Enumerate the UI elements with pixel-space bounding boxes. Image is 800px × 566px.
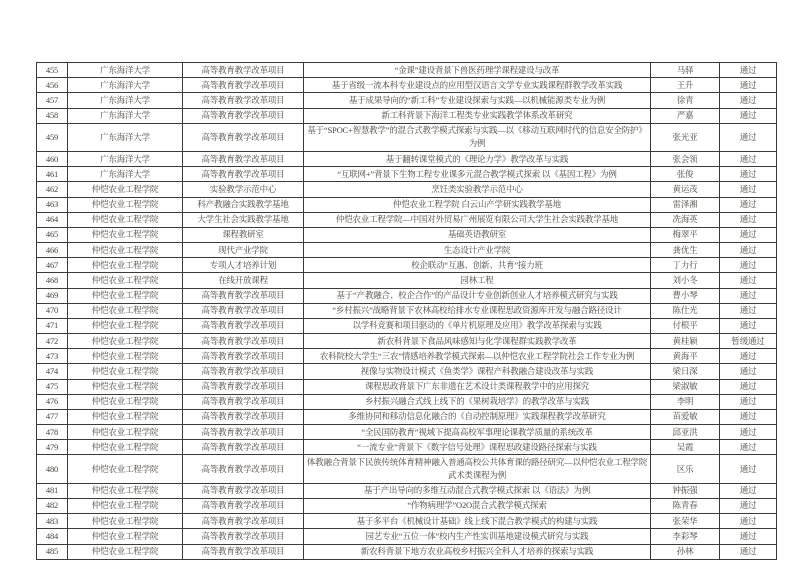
table-row: [37, 63, 777, 78]
school-cell: 广东海洋大学: [68, 78, 183, 93]
school-cell: 广东海洋大学: [68, 123, 183, 151]
leader-name-cell: 马驿: [651, 63, 720, 78]
school-cell: 仲恺农业工程学院: [68, 379, 183, 394]
project-type-cell: 现代产业学院: [183, 243, 304, 258]
table-row: [37, 197, 777, 212]
row-number-cell: 478: [37, 425, 68, 440]
review-result-cell: 通过: [720, 182, 777, 197]
project-title-cell: “全民国防教育”视域下提高高校军事理论课教学质量的系统改革: [304, 425, 651, 440]
school-cell: 仲恺农业工程学院: [68, 394, 183, 409]
table-row: [37, 152, 777, 167]
table-row: [37, 243, 777, 258]
leader-name-cell: 梁淑敏: [651, 379, 720, 394]
table-row: [37, 498, 777, 513]
leader-name-cell: 刘小冬: [651, 273, 720, 288]
review-result-cell: 通过: [720, 409, 777, 424]
project-type-cell: 高等教育教学改革项目: [183, 288, 304, 303]
review-result-cell: 暂缓通过: [720, 334, 777, 349]
school-cell: 仲恺农业工程学院: [68, 258, 183, 273]
review-result-cell: 通过: [720, 303, 777, 318]
project-type-cell: 高等教育教学改革项目: [183, 514, 304, 529]
school-cell: 仲恺农业工程学院: [68, 440, 183, 455]
row-number-cell: 469: [37, 288, 68, 303]
project-title-cell: 基于产出导向的多维互动混合式教学模式探索 以《语法》为例: [304, 483, 651, 498]
school-cell: 仲恺农业工程学院: [68, 288, 183, 303]
school-cell: 仲恺农业工程学院: [68, 483, 183, 498]
school-cell: 仲恺农业工程学院: [68, 182, 183, 197]
review-result-cell: 通过: [720, 483, 777, 498]
project-type-cell: 高等教育教学改革项目: [183, 440, 304, 455]
school-cell: 仲恺农业工程学院: [68, 425, 183, 440]
row-number-cell: 462: [37, 182, 68, 197]
review-result-cell: 通过: [720, 394, 777, 409]
row-number-cell: 464: [37, 212, 68, 227]
leader-name-cell: 王升: [651, 78, 720, 93]
project-type-cell: 高等教育教学改革项目: [183, 108, 304, 123]
row-number-cell: 480: [37, 455, 68, 483]
review-result-cell: 通过: [720, 93, 777, 108]
school-cell: 仲恺农业工程学院: [68, 318, 183, 333]
review-result-cell: 通过: [720, 123, 777, 151]
review-result-cell: 通过: [720, 318, 777, 333]
project-type-cell: 高等教育教学改革项目: [183, 152, 304, 167]
project-type-cell: 高等教育教学改革项目: [183, 394, 304, 409]
project-type-cell: 大学生社会实践教学基地: [183, 212, 304, 227]
review-result-cell: 通过: [720, 498, 777, 513]
leader-name-cell: 区乐: [651, 455, 720, 483]
leader-name-cell: 张荣华: [651, 514, 720, 529]
leader-name-cell: 雷泽湘: [651, 197, 720, 212]
project-title-cell: 基于“SPOC+智慧教学”的混合式教学模式探索与实践—以《移动互联网时代的信息安全防护》为例: [304, 123, 651, 151]
project-type-cell: 高等教育教学改革项目: [183, 425, 304, 440]
school-cell: 仲恺农业工程学院: [68, 273, 183, 288]
table-row: [37, 78, 777, 93]
school-cell: 仲恺农业工程学院: [68, 364, 183, 379]
school-cell: 仲恺农业工程学院: [68, 514, 183, 529]
table-row: [37, 227, 777, 242]
project-title-cell: 体教融合背景下民族传统体育精神融入普通高校公共体育课的路径研究—以仲恺农业工程学院武术类课程为例: [304, 455, 651, 483]
project-title-cell: 园林工程: [304, 273, 651, 288]
project-type-cell: 实验教学示范中心: [183, 182, 304, 197]
school-cell: 仲恺农业工程学院: [68, 455, 183, 483]
row-number-cell: 465: [37, 227, 68, 242]
project-type-cell: 高等教育教学改革项目: [183, 167, 304, 182]
table-row: [37, 212, 777, 227]
project-title-cell: “作物病理学”O2O混合式教学模式探索: [304, 498, 651, 513]
project-title-cell: 课程思政背景下广东非遗在艺术设计类课程教学中的应用探究: [304, 379, 651, 394]
review-result-cell: 通过: [720, 273, 777, 288]
project-title-cell: 多维协同和移动信息化融合的《自动控制原理》实践课程教学改革研究: [304, 409, 651, 424]
table-row: [37, 303, 777, 318]
leader-name-cell: 张光亚: [651, 123, 720, 151]
leader-name-cell: 张俊: [651, 167, 720, 182]
project-type-cell: 高等教育教学改革项目: [183, 498, 304, 513]
review-result-cell: 通过: [720, 544, 777, 559]
project-type-cell: 在线开放课程: [183, 273, 304, 288]
row-number-cell: 467: [37, 258, 68, 273]
school-cell: 仲恺农业工程学院: [68, 349, 183, 364]
row-number-cell: 463: [37, 197, 68, 212]
review-result-cell: 通过: [720, 379, 777, 394]
leader-name-cell: 张会领: [651, 152, 720, 167]
project-title-cell: 农科院校大学生“三农”情感培养教学模式探索—以仲恺农业工程学院社会工作专业为例: [304, 349, 651, 364]
leader-name-cell: 徐青: [651, 93, 720, 108]
project-type-cell: 高等教育教学改革项目: [183, 483, 304, 498]
review-result-cell: 通过: [720, 288, 777, 303]
project-type-cell: 高等教育教学改革项目: [183, 318, 304, 333]
row-number-cell: 483: [37, 514, 68, 529]
row-number-cell: 476: [37, 394, 68, 409]
project-type-cell: 高等教育教学改革项目: [183, 93, 304, 108]
project-title-cell: 生态设计产业学院: [304, 243, 651, 258]
project-title-cell: “金课”建设背景下兽医药理学课程建设与改革: [304, 63, 651, 78]
row-number-cell: 471: [37, 318, 68, 333]
review-result-cell: 通过: [720, 364, 777, 379]
project-title-cell: “互联网+”背景下生物工程专业课多元混合教学模式探索 以《基因工程》为例: [304, 167, 651, 182]
project-title-cell: 基础英语教研室: [304, 227, 651, 242]
leader-name-cell: 苗爱敏: [651, 409, 720, 424]
leader-name-cell: 丁力行: [651, 258, 720, 273]
table-row: [37, 334, 777, 349]
table-row: [37, 182, 777, 197]
table-row: [37, 455, 777, 483]
row-number-cell: 484: [37, 529, 68, 544]
table-row: [37, 394, 777, 409]
school-cell: 仲恺农业工程学院: [68, 334, 183, 349]
project-type-cell: 专项人才培养计划: [183, 258, 304, 273]
leader-name-cell: 吴霞: [651, 440, 720, 455]
review-result-cell: 通过: [720, 227, 777, 242]
leader-name-cell: 陈仕光: [651, 303, 720, 318]
project-type-cell: 高等教育教学改革项目: [183, 364, 304, 379]
leader-name-cell: 付根平: [651, 318, 720, 333]
leader-name-cell: 钟振强: [651, 483, 720, 498]
project-title-cell: 园艺专业“五位一体”校内生产性实训基地建设模式研究与实践: [304, 529, 651, 544]
project-title-cell: 仲恺农业工程学院—中国对外贸易广州展览有限公司大学生社会实践教学基地: [304, 212, 651, 227]
review-result-cell: 通过: [720, 167, 777, 182]
row-number-cell: 457: [37, 93, 68, 108]
project-type-cell: 科产教融合实践教学基地: [183, 197, 304, 212]
row-number-cell: 477: [37, 409, 68, 424]
project-title-cell: 乡村振兴融合式线上线下的《果树栽培学》的教学改革与实践: [304, 394, 651, 409]
row-number-cell: 472: [37, 334, 68, 349]
review-results-table: [36, 62, 777, 560]
leader-name-cell: 冼海英: [651, 212, 720, 227]
project-title-cell: “乡村振兴”战略背景下农林高校给排水专业课程思政资源库开发与融合路径设计: [304, 303, 651, 318]
school-cell: 仲恺农业工程学院: [68, 212, 183, 227]
school-cell: 仲恺农业工程学院: [68, 544, 183, 559]
leader-name-cell: 邱亚洪: [651, 425, 720, 440]
row-number-cell: 479: [37, 440, 68, 455]
row-number-cell: 474: [37, 364, 68, 379]
table-row: [37, 440, 777, 455]
project-type-cell: 高等教育教学改革项目: [183, 544, 304, 559]
school-cell: 仲恺农业工程学院: [68, 498, 183, 513]
review-result-cell: 通过: [720, 440, 777, 455]
table-row: [37, 409, 777, 424]
table-row: [37, 108, 777, 123]
project-title-cell: 以学科竞赛和项目驱动的《单片机原理及应用》教学改革探索与实践: [304, 318, 651, 333]
leader-name-cell: 黄桂颖: [651, 334, 720, 349]
table-row: [37, 318, 777, 333]
table-row: [37, 544, 777, 559]
row-number-cell: 466: [37, 243, 68, 258]
project-type-cell: 高等教育教学改革项目: [183, 63, 304, 78]
project-type-cell: 高等教育教学改革项目: [183, 78, 304, 93]
project-type-cell: 课程教研室: [183, 227, 304, 242]
leader-name-cell: 梁日深: [651, 364, 720, 379]
school-cell: 广东海洋大学: [68, 93, 183, 108]
school-cell: 仲恺农业工程学院: [68, 409, 183, 424]
school-cell: 仲恺农业工程学院: [68, 197, 183, 212]
review-result-cell: 通过: [720, 529, 777, 544]
leader-name-cell: 龚优生: [651, 243, 720, 258]
school-cell: 仲恺农业工程学院: [68, 529, 183, 544]
table-row: [37, 258, 777, 273]
review-result-cell: 通过: [720, 197, 777, 212]
school-cell: 广东海洋大学: [68, 108, 183, 123]
project-type-cell: 高等教育教学改革项目: [183, 455, 304, 483]
row-number-cell: 481: [37, 483, 68, 498]
project-type-cell: 高等教育教学改革项目: [183, 334, 304, 349]
school-cell: 仲恺农业工程学院: [68, 227, 183, 242]
table-row: [37, 514, 777, 529]
school-cell: 广东海洋大学: [68, 63, 183, 78]
row-number-cell: 473: [37, 349, 68, 364]
row-number-cell: 468: [37, 273, 68, 288]
project-title-cell: 新农科背景下食品风味感知与化学课程群实践教学改革: [304, 334, 651, 349]
review-result-cell: 通过: [720, 425, 777, 440]
table-row: [37, 483, 777, 498]
review-result-cell: 通过: [720, 108, 777, 123]
row-number-cell: 475: [37, 379, 68, 394]
table-row: [37, 93, 777, 108]
row-number-cell: 458: [37, 108, 68, 123]
row-number-cell: 470: [37, 303, 68, 318]
leader-name-cell: 黄运茂: [651, 182, 720, 197]
review-result-cell: 通过: [720, 78, 777, 93]
school-cell: 广东海洋大学: [68, 152, 183, 167]
school-cell: 仲恺农业工程学院: [68, 303, 183, 318]
project-type-cell: 高等教育教学改革项目: [183, 349, 304, 364]
row-number-cell: 456: [37, 78, 68, 93]
leader-name-cell: 李明: [651, 394, 720, 409]
review-results-table-body: [37, 63, 777, 560]
table-row: [37, 529, 777, 544]
project-title-cell: “一流专业”背景下《数字信号处理》课程思政建设路径探索与实践: [304, 440, 651, 455]
project-title-cell: 校企联动“互惠、创新、共育”接力班: [304, 258, 651, 273]
row-number-cell: 485: [37, 544, 68, 559]
review-result-cell: 通过: [720, 349, 777, 364]
project-title-cell: 新工科背景下海洋工程类专业实践教学体系改革研究: [304, 108, 651, 123]
table-row: [37, 167, 777, 182]
table-row: [37, 425, 777, 440]
project-title-cell: 基于翻转课堂模式的《理论力学》教学改革与实践: [304, 152, 651, 167]
leader-name-cell: 陈青春: [651, 498, 720, 513]
row-number-cell: 460: [37, 152, 68, 167]
project-title-cell: 基于“产教融合、校企合作”的产品设计专业创新创业人才培养模式研究与实践: [304, 288, 651, 303]
review-result-cell: 通过: [720, 152, 777, 167]
table-row: [37, 273, 777, 288]
row-number-cell: 455: [37, 63, 68, 78]
project-title-cell: 仲恺农业工程学院 白云山产学研实践教学基地: [304, 197, 651, 212]
leader-name-cell: 孙林: [651, 544, 720, 559]
project-type-cell: 高等教育教学改革项目: [183, 409, 304, 424]
project-title-cell: 基于成果导向的“新工科”专业建设探索与实践—以机械能源类专业为例: [304, 93, 651, 108]
project-title-cell: 视像与实物设计模式《鱼类学》课程产科教融合建设改革与实践: [304, 364, 651, 379]
school-cell: 仲恺农业工程学院: [68, 243, 183, 258]
review-result-cell: 通过: [720, 63, 777, 78]
leader-name-cell: 曹小琴: [651, 288, 720, 303]
project-type-cell: 高等教育教学改革项目: [183, 303, 304, 318]
row-number-cell: 461: [37, 167, 68, 182]
project-title-cell: 基于省级一流本科专业建设点的应用型汉语言文学专业实践课程群教学改革实践: [304, 78, 651, 93]
table-row: [37, 123, 777, 151]
leader-name-cell: 黄海平: [651, 349, 720, 364]
table-row: [37, 364, 777, 379]
row-number-cell: 482: [37, 498, 68, 513]
leader-name-cell: 李彩琴: [651, 529, 720, 544]
review-result-cell: 通过: [720, 212, 777, 227]
table-row: [37, 379, 777, 394]
project-title-cell: 基于多平台《机械设计基础》线上线下混合教学模式的构建与实践: [304, 514, 651, 529]
project-type-cell: 高等教育教学改革项目: [183, 529, 304, 544]
project-title-cell: 新农科背景下地方农业高校乡村振兴全科人才培养的探索与实践: [304, 544, 651, 559]
project-title-cell: 烹饪类实验教学示范中心: [304, 182, 651, 197]
review-result-cell: 通过: [720, 514, 777, 529]
school-cell: 广东海洋大学: [68, 167, 183, 182]
table-row: [37, 349, 777, 364]
review-result-cell: 通过: [720, 243, 777, 258]
project-type-cell: 高等教育教学改革项目: [183, 379, 304, 394]
review-result-cell: 通过: [720, 258, 777, 273]
table-row: [37, 288, 777, 303]
leader-name-cell: 严嘉: [651, 108, 720, 123]
review-result-cell: 通过: [720, 455, 777, 483]
project-type-cell: 高等教育教学改革项目: [183, 123, 304, 151]
leader-name-cell: 梅翠平: [651, 227, 720, 242]
row-number-cell: 459: [37, 123, 68, 151]
